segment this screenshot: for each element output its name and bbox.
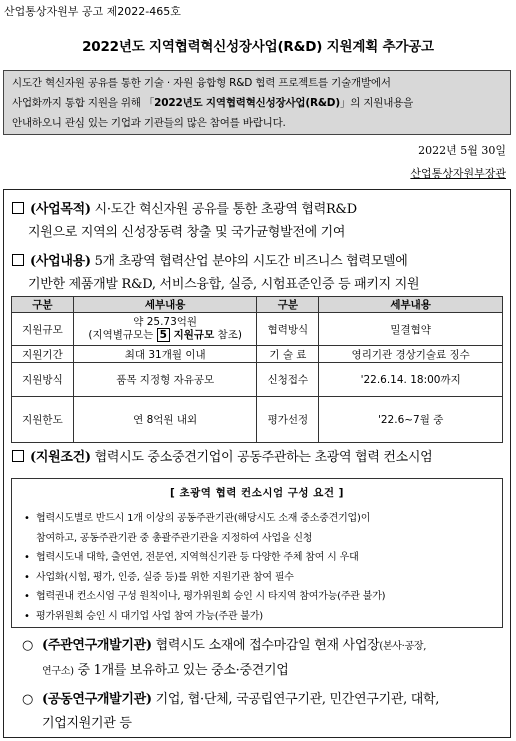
- item-line: 협력시도내 대학, 출연연, 전문연, 지역혁신기관 등 다양한 주체 참여 시 우대: [36, 552, 359, 563]
- note-box-number: 5: [157, 328, 170, 342]
- table-row: [12, 363, 503, 397]
- joint-text-2: 기업지원기관 등: [42, 716, 132, 731]
- bullet-icon: •: [24, 552, 30, 563]
- table-cell-value: 밀결협약: [319, 313, 503, 346]
- summary-line-2: [12, 93, 502, 113]
- circle-bullet-icon: ○: [22, 692, 34, 707]
- bullet-icon: •: [24, 513, 30, 524]
- joint-institution-body: [22, 688, 500, 736]
- bullet-icon: •: [24, 610, 30, 622]
- checkbox-square-icon: [12, 450, 24, 462]
- lead-institution-body: [22, 634, 500, 684]
- support-info-table: [11, 296, 503, 443]
- table-cell-value: 연 8억원 내외: [73, 397, 257, 443]
- issuing-organization: 산업통상자원부장관: [410, 167, 506, 180]
- lead-small-2: 연구소): [42, 666, 74, 677]
- table-row: [12, 346, 503, 363]
- item-line: 평가위원회 승인 시 대기업 사업 참여 가능(주관 불가): [36, 610, 263, 622]
- table-cell-label: 지원규모: [12, 313, 74, 346]
- summary-line-3: 안내하오니 관심 있는 기업과 기관들의 많은 참여를 바랍니다.: [12, 117, 286, 129]
- item-line: 사업화(시험, 평가, 인증, 실증 등)를 위한 지원기관 참여 필수: [36, 571, 294, 583]
- item-line: 협력시도별로 반드시 1개 이상의 공동주관기관(해당시도 소재 중소중견기업)이: [36, 513, 371, 524]
- joint-text-1: 기업, 협·단체, 국공립연구기관, 민간연구기관, 대학,: [151, 692, 440, 707]
- content-head: (사업내용): [30, 254, 91, 269]
- section-purpose: [12, 198, 504, 244]
- table-row: [12, 397, 503, 443]
- condition-head: (지원조건): [30, 450, 91, 465]
- circle-bullet-icon: ○: [22, 638, 34, 653]
- table-cell-value: '22.6~7월 중: [319, 397, 503, 443]
- list-item: [24, 509, 494, 548]
- condition-text: 협력시도 중소중견기업이 공동주관하는 초광역 협력 컨소시엄: [90, 450, 433, 465]
- note-bold: 지원규모: [169, 329, 215, 341]
- support-scale-note: [76, 329, 255, 342]
- item-line: 협력권내 컨소시엄 구성 원칙이나, 평가위원회 승인 시 타지역 참여가능(주관 불가): [36, 591, 386, 602]
- list-item: [24, 548, 494, 568]
- table-cell-label: 신청접수: [257, 363, 319, 397]
- summary-box: [3, 70, 511, 135]
- bullet-icon: •: [24, 591, 30, 602]
- list-item: [24, 607, 494, 627]
- table-header-row: [12, 297, 503, 313]
- table-header: 구분: [257, 297, 319, 313]
- bullet-icon: •: [24, 571, 30, 583]
- table-cell-label: 협력방식: [257, 313, 319, 346]
- table-header: 세부내용: [73, 297, 257, 313]
- list-item: [24, 587, 494, 607]
- table-cell-value: 최대 31개월 이내: [73, 346, 257, 363]
- table-cell-label: 지원한도: [12, 397, 74, 443]
- table-header: 세부내용: [319, 297, 503, 313]
- announcement-date: 2022년 5월 30일: [418, 144, 506, 157]
- section-content: [12, 250, 504, 296]
- note-post: 참조): [214, 329, 242, 341]
- consortium-requirements-box: [11, 478, 503, 628]
- table-cell-value: 영리기관 경상기술료 징수: [319, 346, 503, 363]
- list-item: [24, 568, 494, 588]
- content-text-1: 5개 초광역 협력산업 분야의 시도간 비즈니스 협력모델에: [90, 254, 408, 269]
- joint-institution: [22, 688, 500, 736]
- joint-head: (공동연구개발기관): [42, 692, 152, 707]
- lead-small-1: (본사·공장,: [379, 641, 427, 652]
- summary-line-2-post: 」의 지원내용을: [339, 97, 414, 109]
- checkbox-square-icon: [12, 202, 24, 214]
- page-title: 2022년도 지역협력혁신성장사업(R&D) 지원계획 추가공고: [82, 39, 434, 55]
- lead-text-2: 중 1개를 보유하고 있는 중소·중견기업: [73, 663, 289, 678]
- purpose-text-1: 시·도간 혁신자원 공유를 통한 초광역 협력R&D: [90, 202, 357, 217]
- note-pre: (지역별규모는: [88, 329, 157, 341]
- table-header: 구분: [12, 297, 74, 313]
- requirements-list: [24, 509, 494, 626]
- support-scale-amount: 약 25.73억원: [133, 316, 198, 328]
- table-row: [12, 313, 503, 346]
- lead-text-1: 협력시도 소재에 접수마감일 현재 사업장: [151, 638, 380, 653]
- checkbox-square-icon: [12, 254, 24, 266]
- table-cell-label: 지원기간: [12, 346, 74, 363]
- section-condition: [12, 446, 504, 469]
- table-cell-value: [73, 313, 257, 346]
- purpose-text-2: 지원으로 지역의 신성장동력 창출 및 국가균형발전에 기여: [28, 225, 346, 240]
- purpose-head: (사업목적): [30, 202, 91, 217]
- table-cell-value: '22.6.14. 18:00까지: [319, 363, 503, 397]
- lead-head: (주관연구개발기관): [42, 638, 152, 653]
- notice-number: 산업통상자원부 공고 제2022-465호: [4, 5, 181, 18]
- summary-line-1: 시도간 혁신자원 공유를 통한 기술 · 자원 융합형 R&D 협력 프로젝트를 기술개발에서: [12, 77, 391, 89]
- table-cell-value: 품목 지정형 자유공모: [73, 363, 257, 397]
- summary-line-2-bold: 2022년도 지역협력혁신성장사업(R&D): [154, 97, 340, 109]
- table-cell-label: 기 술 료: [257, 346, 319, 363]
- content-text-2: 기반한 제품개발 R&D, 서비스융합, 실증, 시험표준인증 등 패키지 지원: [28, 277, 420, 292]
- table-cell-label: 평가선정: [257, 397, 319, 443]
- summary-line-2-pre: 사업화까지 통합 지원을 위해 「: [12, 97, 155, 109]
- table-cell-label: 지원방식: [12, 363, 74, 397]
- lead-institution: [22, 634, 500, 684]
- requirements-title: [ 초광역 협력 컨소시엄 구성 요건 ]: [170, 487, 344, 499]
- item-line: 참여하고, 공동주관기관 중 총괄주관기관을 지정하여 사업을 신청: [36, 532, 313, 544]
